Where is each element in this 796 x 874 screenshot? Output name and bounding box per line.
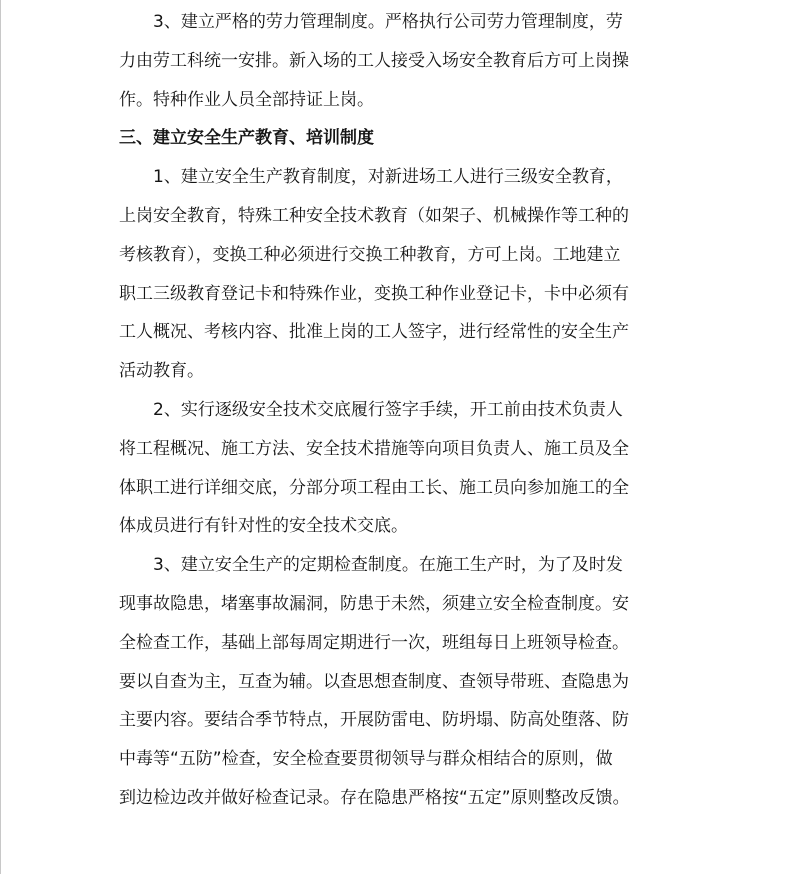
section-heading: 三、建立安全生产教育、培训制度 [119, 128, 374, 149]
page-left-border [0, 0, 1, 874]
text-line: 力由劳工科统一安排。新入场的工人接受入场安全教育后方可上岗操 [119, 50, 629, 71]
text-line: 职工三级教育登记卡和特殊作业，变换工种作业登记卡，卡中必须有 [119, 283, 629, 304]
text-line: 考核教育），变换工种必须进行交换工种教育，方可上岗。工地建立 [119, 244, 621, 265]
text-line: 作。特种作业人员全部持证上岗。 [119, 89, 374, 110]
text-line: 体成员进行有针对性的安全技术交底。 [119, 516, 408, 537]
text-line: 中毒等“五防”检查，安全检查要贯彻领导与群众相结合的原则，做 [119, 749, 613, 770]
text-line: 全检查工作，基础上部每周定期进行一次，班组每日上班领导检查。 [119, 632, 629, 653]
text-line: 要以自查为主，互查为辅。以查思想查制度、查领导带班、查隐患为 [119, 671, 629, 692]
text-line: 3、建立安全生产的定期检查制度。在施工生产时，为了及时发 [153, 555, 623, 576]
text-line: 1、建立安全生产教育制度，对新进场工人进行三级安全教育， [153, 167, 623, 188]
text-line: 2、实行逐级安全技术交底履行签字手续，开工前由技术负责人 [153, 399, 623, 420]
text-line: 到边检边改并做好检查记录。存在隐患严格按“五定”原则整改反馈。 [119, 787, 630, 808]
text-line: 上岗安全教育，特殊工种安全技术教育（如架子、机械操作等工种的 [119, 205, 629, 226]
text-line: 主要内容。要结合季节特点，开展防雷电、防坍塌、防高处堕落、防 [119, 710, 629, 731]
text-line: 体职工进行详细交底，分部分项工程由工长、施工员向参加施工的全 [119, 477, 629, 498]
text-line: 活动教育。 [119, 361, 204, 382]
text-line: 现事故隐患，堵塞事故漏洞，防患于未然，须建立安全检查制度。安 [119, 593, 629, 614]
text-line: 工人概况、考核内容、批准上岗的工人签字，进行经常性的安全生产 [119, 322, 629, 343]
document-body [119, 3, 679, 818]
text-line: 将工程概况、施工方法、安全技术措施等向项目负责人、施工员及全 [119, 438, 629, 459]
text-line: 3、建立严格的劳力管理制度。严格执行公司劳力管理制度，劳 [153, 12, 623, 32]
